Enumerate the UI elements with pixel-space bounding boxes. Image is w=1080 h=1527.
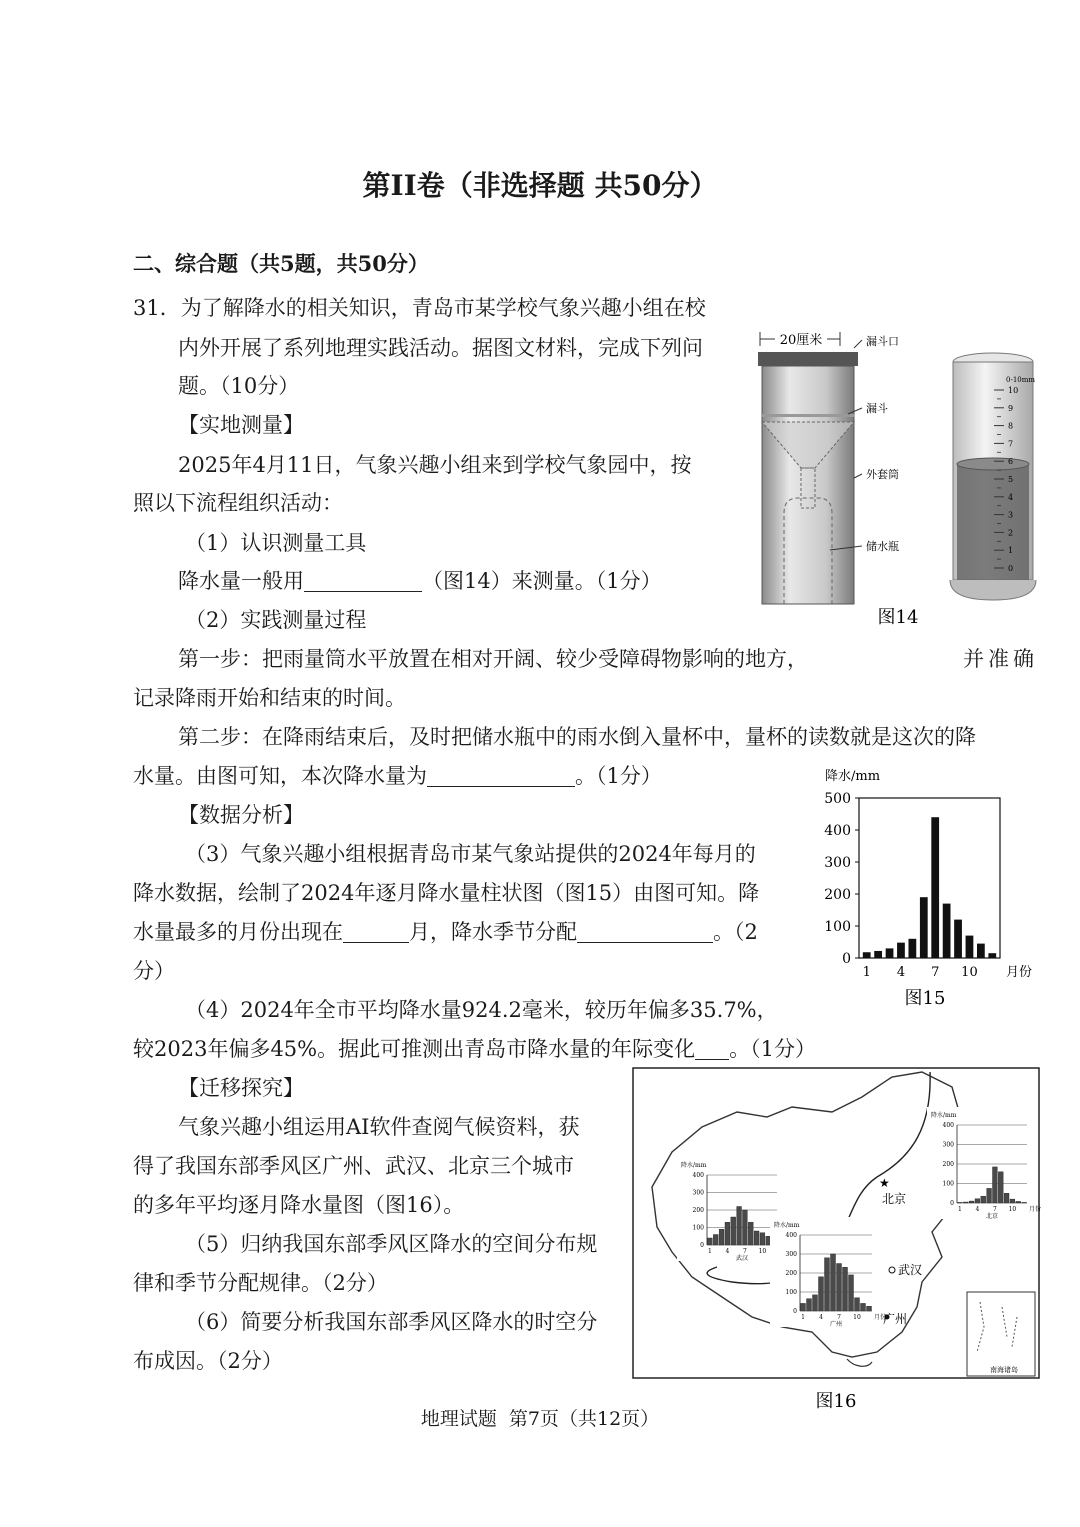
measuring-cup: [950, 353, 1036, 600]
width-label: 20厘米: [779, 333, 823, 348]
figure-15-caption: 图15: [904, 988, 946, 1009]
climate-city-label: 北京: [985, 1213, 999, 1220]
bar-month-2: [874, 951, 882, 958]
climate-y-tick-label: 400: [785, 1232, 797, 1239]
climate-chart-beijing: [927, 1107, 1041, 1220]
climate-x-tick-label: 1: [958, 1206, 962, 1213]
page-title: 第II卷（非选择题 共50分）: [362, 169, 718, 202]
climate-bar: [807, 1299, 812, 1311]
q2-label: （2）实践测量过程: [185, 608, 367, 632]
climate-bar: [819, 1277, 824, 1311]
climate-bar: [766, 1236, 771, 1245]
climate-bar: [708, 1238, 713, 1245]
climate-bar: [855, 1298, 860, 1311]
gauge-rim: [758, 352, 858, 366]
climate-bar: [969, 1201, 974, 1203]
data-analysis-heading: 【数据分析】: [178, 803, 304, 827]
date-line2: 照以下流程组织活动：: [133, 491, 343, 515]
climate-bar: [867, 1306, 872, 1311]
q4-line1: （4）2024年全市平均降水量924.2毫米，较历年偏多35.7%，: [185, 998, 778, 1022]
climate-bar: [861, 1303, 866, 1311]
climate-y-tick-label: 200: [785, 1270, 797, 1277]
label-funnel-mouth: 漏斗口: [866, 335, 899, 348]
climate-x-tick-label: 4: [725, 1248, 730, 1255]
y-tick-label: 100: [824, 919, 851, 935]
climate-x-tick-label: 7: [993, 1206, 997, 1213]
figure-16-caption: 图16: [815, 1391, 857, 1412]
step2-text-b: 水量。由图可知，本次降水量为: [133, 764, 427, 788]
q1-text-a: 降水量一般用: [178, 569, 304, 593]
city-label-wuhan: 武汉: [898, 1263, 923, 1277]
q3-line4: 分）: [133, 959, 175, 983]
climate-bar: [754, 1231, 759, 1245]
climate-bar: [958, 1202, 963, 1203]
chart-frame: [859, 798, 1000, 958]
climate-bar: [813, 1295, 818, 1311]
cup-tick-label: 0: [1008, 564, 1014, 573]
climate-bar: [1010, 1199, 1015, 1203]
cup-tick-label: 5: [1008, 475, 1014, 484]
y-tick-label: 200: [824, 887, 851, 903]
question-intro-line1: 31．为了解降水的相关知识，青岛市某学校气象兴趣小组在校: [133, 296, 706, 320]
q4-text-a: 较2023年偏多45%。据此可推测出青岛市降水量的年际变化: [133, 1037, 696, 1061]
bar-month-7: [931, 817, 939, 958]
q6-line2: 布成因。（2分）: [133, 1349, 283, 1373]
transfer-line1: 气象兴趣小组运用AI软件查阅气候资料，获: [178, 1115, 580, 1139]
climate-x-tick-label: 7: [743, 1248, 747, 1255]
bar-month-1: [863, 952, 871, 958]
q1-text: [178, 567, 662, 595]
cup-tick-label: 7: [1008, 439, 1014, 449]
answer-blank-3[interactable]: [343, 920, 409, 943]
q1-label: （1）认识测量工具: [185, 531, 367, 555]
figure-14-caption: 图14: [877, 607, 919, 628]
cup-tick-label: 10: [1008, 386, 1019, 395]
climate-city-label: 武汉: [735, 1255, 749, 1262]
cup-tick-label: 8: [1008, 421, 1014, 431]
q3-text-a: 水量最多的月份出现在: [133, 920, 343, 944]
cup-tick-label: 2: [1008, 528, 1014, 538]
bar-month-6: [920, 897, 928, 958]
climate-x-tick-label: 4: [975, 1206, 980, 1213]
q4-text-b: 。（1分）: [729, 1037, 816, 1061]
climate-bar: [837, 1264, 842, 1312]
climate-bar: [1004, 1193, 1009, 1203]
answer-blank-1[interactable]: [304, 569, 422, 592]
q4-line2: [133, 1035, 816, 1063]
step2-text-c: 。（1分）: [575, 764, 662, 788]
page-footer: 地理试题 第7页（共12页）: [420, 1408, 660, 1430]
transfer-line3: 的多年平均逐月降水量图（图16）。: [133, 1193, 465, 1217]
bar-month-10: [966, 936, 974, 958]
y-tick-label: 0: [842, 951, 851, 967]
cup-tick-label: 9: [1008, 403, 1014, 413]
climate-bar: [743, 1210, 748, 1245]
climate-bar: [825, 1258, 830, 1311]
q3-line2: 降水数据，绘制了2024年逐月降水量柱状图（图15）由图可知。降: [133, 881, 760, 905]
question-intro-line3: 题。（10分）: [178, 374, 300, 398]
label-funnel: 漏斗: [866, 402, 888, 415]
field-measure-heading: 【实地测量】: [178, 413, 304, 437]
bar-month-11: [977, 944, 985, 958]
climate-y-tick-label: 300: [942, 1141, 954, 1149]
climate-bar: [748, 1222, 753, 1245]
climate-chart-ylabel: 降水/mm: [681, 1162, 707, 1169]
transfer-heading: 【迁移探究】: [178, 1076, 304, 1100]
climate-bar: [725, 1222, 730, 1245]
transfer-line2: 得了我国东部季风区广州、武汉、北京三个城市: [133, 1154, 574, 1178]
climate-y-tick-label: 0: [793, 1308, 797, 1315]
climate-y-tick-label: 200: [692, 1207, 704, 1214]
climate-city-label: 广州: [829, 1321, 843, 1328]
beijing-star: ★: [879, 1176, 890, 1190]
answer-blank-5[interactable]: [695, 1037, 729, 1060]
climate-bar: [801, 1303, 806, 1311]
x-tick-label: 1: [862, 965, 871, 980]
x-tick-label: 7: [931, 965, 940, 980]
inset-label: 南海诸岛: [990, 1366, 1018, 1374]
q5-line1: （5）归纳我国东部季风区降水的空间分布规: [185, 1232, 598, 1256]
cup-tick-label: 1: [1008, 546, 1014, 556]
chart-ylabel: 降水/mm: [825, 769, 881, 784]
climate-y-tick-label: 0: [700, 1242, 704, 1249]
climate-x-tick-label: 7: [837, 1314, 841, 1321]
climate-bar: [731, 1217, 736, 1245]
climate-xlabel: 月份: [874, 1314, 887, 1321]
climate-bar: [760, 1233, 765, 1245]
q3-line3: [133, 918, 758, 946]
climate-y-tick-label: 100: [692, 1224, 704, 1232]
step2-text: 第二步：在降雨结束后，及时把储水瓶中的雨水倒入量杯中，量杯的读数就是这次的降: [178, 725, 976, 749]
step1-text: 第一步：把雨量筒水平放置在相对开阔、较少受障碍物影响的地方，: [178, 647, 808, 671]
answer-blank-2[interactable]: [427, 764, 575, 787]
section-heading: 二、综合题（共5题，共50分）: [133, 251, 429, 276]
climate-xlabel: 月份: [1029, 1206, 1042, 1213]
climate-x-tick-label: 4: [819, 1314, 823, 1321]
climate-bar: [737, 1207, 742, 1246]
bar-month-3: [886, 948, 894, 958]
chart-xlabel: 月份: [1006, 965, 1033, 980]
climate-bar: [987, 1188, 992, 1203]
climate-bar: [849, 1275, 854, 1311]
climate-bar: [975, 1199, 980, 1203]
q6-line1: （6）简要分析我国东部季风区降水的时空分: [185, 1310, 598, 1334]
question-intro-line2: 内外开展了系列地理实践活动。据图文材料，完成下列问: [178, 336, 703, 360]
climate-y-tick-label: 100: [785, 1289, 797, 1296]
y-tick-label: 300: [824, 855, 851, 871]
climate-x-tick-label: 10: [1008, 1206, 1017, 1213]
climate-bar: [831, 1254, 836, 1311]
answer-blank-4[interactable]: [577, 920, 713, 943]
climate-y-tick-label: 300: [692, 1189, 704, 1197]
climate-bar: [963, 1202, 968, 1203]
climate-y-tick-label: 300: [785, 1251, 797, 1258]
y-tick-label: 500: [824, 791, 851, 807]
bar-month-9: [954, 920, 962, 958]
climate-y-tick-label: 400: [942, 1122, 954, 1129]
climate-y-tick-label: 100: [942, 1180, 954, 1188]
x-tick-label: 10: [961, 965, 978, 980]
climate-chart-guangzhou: [770, 1217, 886, 1328]
y-tick-label: 400: [824, 823, 851, 839]
climate-bar: [1022, 1202, 1027, 1203]
x-tick-label: 4: [896, 965, 906, 980]
climate-bar: [998, 1172, 1003, 1203]
bar-month-8: [943, 904, 951, 958]
step1-text-cont: 记录降雨开始和结束的时间。: [133, 686, 406, 710]
figure-14: [750, 318, 1050, 630]
step1-text-end: 并准确: [963, 647, 1038, 671]
climate-y-tick-label: 200: [942, 1161, 954, 1168]
q3-line1: （3）气象兴趣小组根据青岛市某气象站提供的2024年每月的: [185, 842, 756, 866]
cup-tick-label: 4: [1008, 492, 1014, 502]
water-column: [957, 464, 1029, 580]
climate-x-tick-label: 1: [801, 1314, 805, 1321]
climate-x-tick-label: 10: [758, 1248, 767, 1255]
cup-tick-label: 6: [1008, 457, 1014, 467]
rain-gauge-body: [762, 366, 854, 604]
cup-tick-label: 3: [1008, 510, 1014, 520]
climate-bar: [993, 1167, 998, 1203]
climate-bar: [719, 1229, 724, 1245]
step2-text-cont: [133, 762, 662, 790]
climate-chart-ylabel: 降水/mm: [931, 1112, 957, 1119]
bar-month-5: [908, 939, 916, 958]
climate-bar: [843, 1267, 848, 1311]
q3-text-b: 月，降水季节分配: [409, 920, 577, 944]
climate-y-tick-label: 400: [692, 1172, 704, 1179]
climate-x-tick-label: 10: [853, 1314, 861, 1321]
city-label-guangzhou: 广州: [883, 1312, 908, 1326]
climate-bar: [1016, 1201, 1021, 1203]
climate-chart-ylabel: 降水/mm: [774, 1222, 800, 1229]
label-outer-cylinder: 外套筒: [866, 468, 899, 481]
label-storage-bottle: 储水瓶: [866, 540, 899, 553]
bar-month-12: [988, 953, 996, 958]
cup-top-label: 0-10mm: [1006, 376, 1036, 384]
q3-text-c: 。（2: [713, 920, 758, 944]
climate-bar: [981, 1196, 986, 1203]
q5-line2: 律和季节分配规律。（2分）: [133, 1271, 388, 1295]
date-line1: 2025年4月11日，气象兴趣小组来到学校气象园中，按: [178, 453, 692, 477]
south-sea-inset: [967, 1292, 1035, 1376]
city-label-beijing: 北京: [882, 1192, 907, 1206]
figure-15-chart: [815, 764, 1040, 1014]
climate-y-tick-label: 0: [950, 1200, 954, 1207]
climate-bar: [713, 1235, 718, 1246]
figure-16-map: [632, 1067, 1042, 1419]
q1-text-b: （图14）来测量。（1分）: [422, 569, 662, 593]
climate-x-tick-label: 1: [708, 1248, 712, 1255]
bar-month-4: [897, 943, 905, 958]
